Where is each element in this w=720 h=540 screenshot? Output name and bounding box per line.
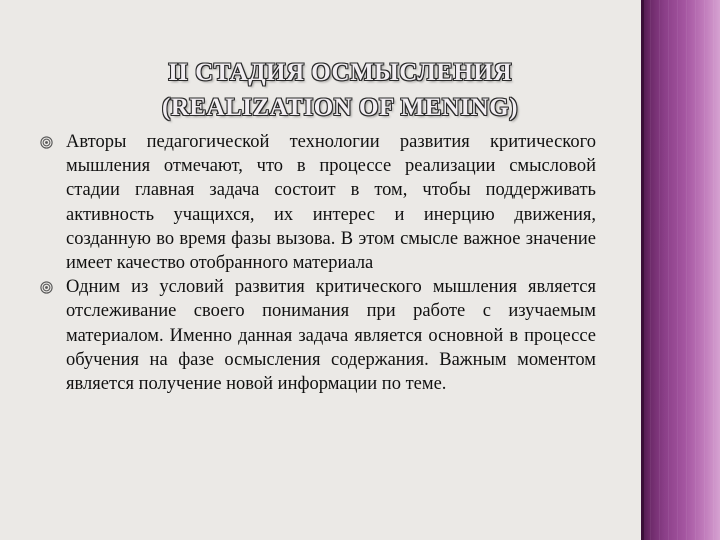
- bullet-text-2: Одним из условий развития критического мышления является отслеживание своего понимания при работе с изучаемым материалом. Именно данная задача является основной в процессе обучения на фазе осмысления содержания. Важным моментом является получение новой информации по теме.: [66, 277, 596, 395]
- bullet-item-2: [40, 275, 596, 396]
- slide-title: [60, 55, 620, 125]
- bullet-target-icon: [40, 281, 53, 294]
- bullet-list: [40, 130, 596, 396]
- bullet-target-icon: [40, 136, 53, 149]
- bullet-item-1: [40, 130, 596, 275]
- slide-title-line-1: II СТАДИЯ ОСМЫСЛЕНИЯ: [168, 59, 512, 86]
- side-band-edge: [641, 0, 644, 540]
- bullet-text-1: Авторы педагогической технологии развития критического мышления отмечают, что в процессе реализации смысловой стадии главная задача состоит в том, чтобы поддерживать активность учащихся, их интерес и инерцию движения, созданную во время фазы вызова. В этом смысле важное значение имеет качество отобранного материала: [66, 132, 596, 274]
- slide-title-line-2: (REALIZATION OF MENING): [162, 94, 518, 121]
- decorative-side-band: [641, 0, 720, 540]
